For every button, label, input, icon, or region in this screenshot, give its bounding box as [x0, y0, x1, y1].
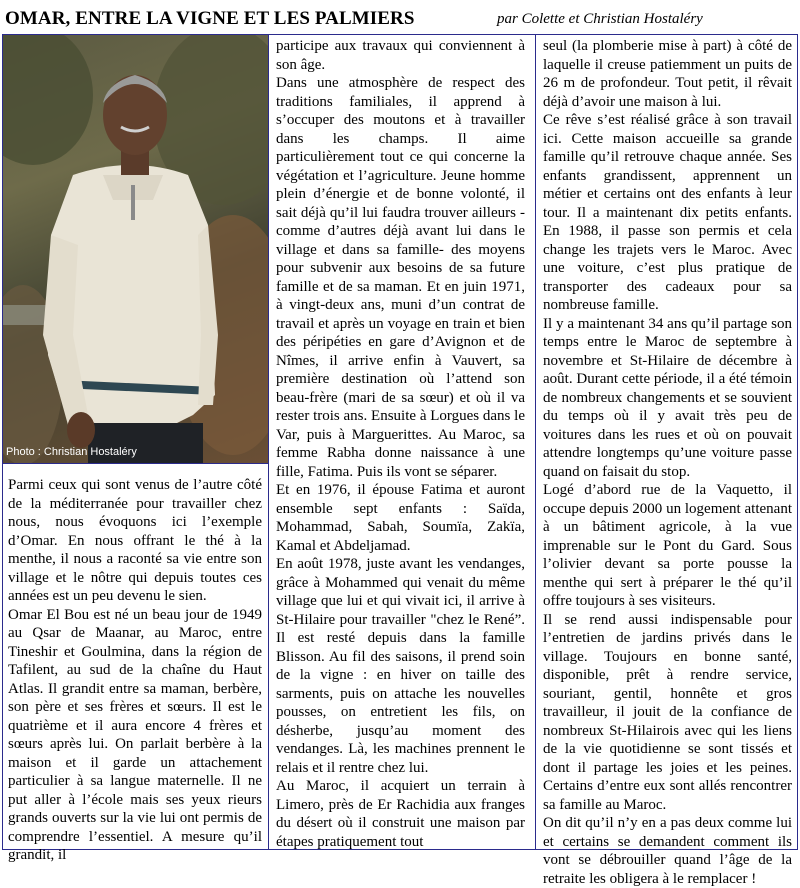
paragraph: Il y a maintenant 34 ans qu’il partage son temps entre le Maroc de septembre à novembre et St-Hilaire de décembre à août. Durant cette période, il a été témoin de nombreux changements et se souvient du temps où il y avait très peu de voitures dans les rues et où on pouvait attendre longtemps qu’une voiture passe quand on faisait du stop.: [543, 315, 792, 480]
article-header: [0, 0, 800, 34]
paragraph: Il se rend aussi indispensable pour l’entretien de jardins privés dans le village. Toujours en bonne santé, disponible, prêt à rendre service, souriant, gentil, honnête et gros travailleur, il jouit de la confiance de nombreux St-Hilairois avec qui les liens de la vie quotidienne se sont tissés et dont il partage les joies et les peines. Certains d’entre eux sont allés rencontrer sa famille au Maroc.: [543, 611, 792, 813]
article-column-2: [276, 37, 525, 851]
paragraph: Au Maroc, il acquiert un terrain à Limero, près de Er Rachidia aux franges du désert où il construit une maison par étapes pratiquement tout: [276, 778, 525, 850]
paragraph: seul (la plomberie mise à part) à côté de laquelle il creuse patiemment un puits de 26 m de profondeur. Tout petit, il rêvait déjà d’avoir une maison à lui.: [543, 38, 792, 110]
paragraph: participe aux travaux qui conviennent à son âge.: [276, 38, 525, 73]
paragraph: Dans une atmosphère de respect des traditions familiales, il apprend à s’occuper des moutons et à travailler dans les champs. Il aime particulièrement tout ce qui concerne la végétation et l’agriculture. Jeune homme plein d’énergie et de bonne volonté, il sait déjà qu’il lui faudra trouver ailleurs -comme d’autres déjà avant lui dans le village et dans sa famille- des moyens pour subvenir aux besoins de sa future famille et de sa maman. Et en juin 1971, à vingt-deux ans, muni d’un contrat de travail et après un voyage en train et bien des péripéties en gare d’Avignon et de Nîmes, il arrive enfin à Vauvert, sa première destination où l’attend son beau-frère (mari de sa sœur) et où il va rester trois ans. Ensuite à Lorgues dans le Var, puis à Marguerittes. Au Maroc, sa femme Rabha donne naissance à une fille, Fatima. Puis ils vont se séparer.: [276, 75, 525, 480]
column-divider: [535, 34, 536, 850]
paragraph: En août 1978, juste avant les vendanges, grâce à Mohammed qui venait du même village que lui et qui vivait ici, il arrive à St-Hilaire pour travailler "chez le René”. Il est resté depuis dans la famille Blisson. Au fil des saisons, il prend soin de la vigne : en hiver on taille des sarments, puis on attache les nouvelles pousses, on entretient les fils, on désherbe, jusqu’au moment des vendanges. Là, les machines prennent le relais et il rentre chez lui.: [276, 556, 525, 776]
column-divider: [268, 34, 269, 850]
paragraph: Parmi ceux qui sont venus de l’autre côté de la méditerranée pour travailler chez nous, nous évoquons ici l’exemple d’Omar. En nous offrant le thé à la menthe, il nous a raconté sa vie entre son village et le nôtre qui depuis toutes ces années est un peu devenu le sien.: [8, 477, 262, 604]
paragraph: On dit qu’il n’y en a pas deux comme lui et certains se demandent comment ils vont se débrouiller quand l’âge de la retraite les obligera à le remplacer !: [543, 815, 792, 887]
paragraph: Ce rêve s’est réalisé grâce à son travail ici. Cette maison accueille sa grande famille qu’il retrouve chaque année. Ses enfants grandissent, apprennent un métier et certains ont des enfants à leur tour. Il a maintenant dix petits enfants. En 1988, il passe son permis et cela change les trajets vers le Maroc. Avec une voiture, c’est plus pratique de transporter des cadeaux pour sa nombreuse famille.: [543, 112, 792, 313]
article-column-1: [8, 476, 262, 865]
article-title: OMAR, ENTRE LA VIGNE ET LES PALMIERS: [5, 8, 415, 29]
portrait-illustration: [3, 35, 268, 463]
article-byline: par Colette et Christian Hostaléry: [497, 11, 703, 27]
paragraph: Omar El Bou est né un beau jour de 1949 au Qsar de Maanar, au Maroc, entre Tineshir et Goulmina, dans la région de Tafilent, au sud de la chaîne du Haut Atlas. Il grandit entre sa maman, berbère, son père et ses frères et sœurs. Il est le quatrième et il aura encore 4 frères et sœurs après lui. On parlait berbère à la maison et il garde un attachement particulier à sa langue maternelle. Il ne put aller à l’école mais ses yeux rieurs grands ouverts sur la vie lui ont permis de comprendre l’essentiel. A mesure qu’il grandit, il: [8, 606, 262, 863]
portrait-photo: [3, 35, 268, 463]
article-column-3: [543, 37, 792, 888]
photo-credit: Photo : Christian Hostaléry: [6, 446, 137, 458]
paragraph: Et en 1976, il épouse Fatima et auront ensemble sept enfants : Saïda, Mohammad, Sabah, Soumïa, Zakïa, Kamal et Abdeljamad.: [276, 482, 525, 554]
photo-divider: [2, 463, 268, 464]
paragraph: Logé d’abord rue de la Vaquetto, il occupe depuis 2000 un logement attenant à un bâtiment agricole, à la vue imprenable sur le Pont du Gard. Sous l’olivier devant sa porte pousse la menthe qui sert à préparer le thé qu’il offre toujours à ses visiteurs.: [543, 482, 792, 609]
